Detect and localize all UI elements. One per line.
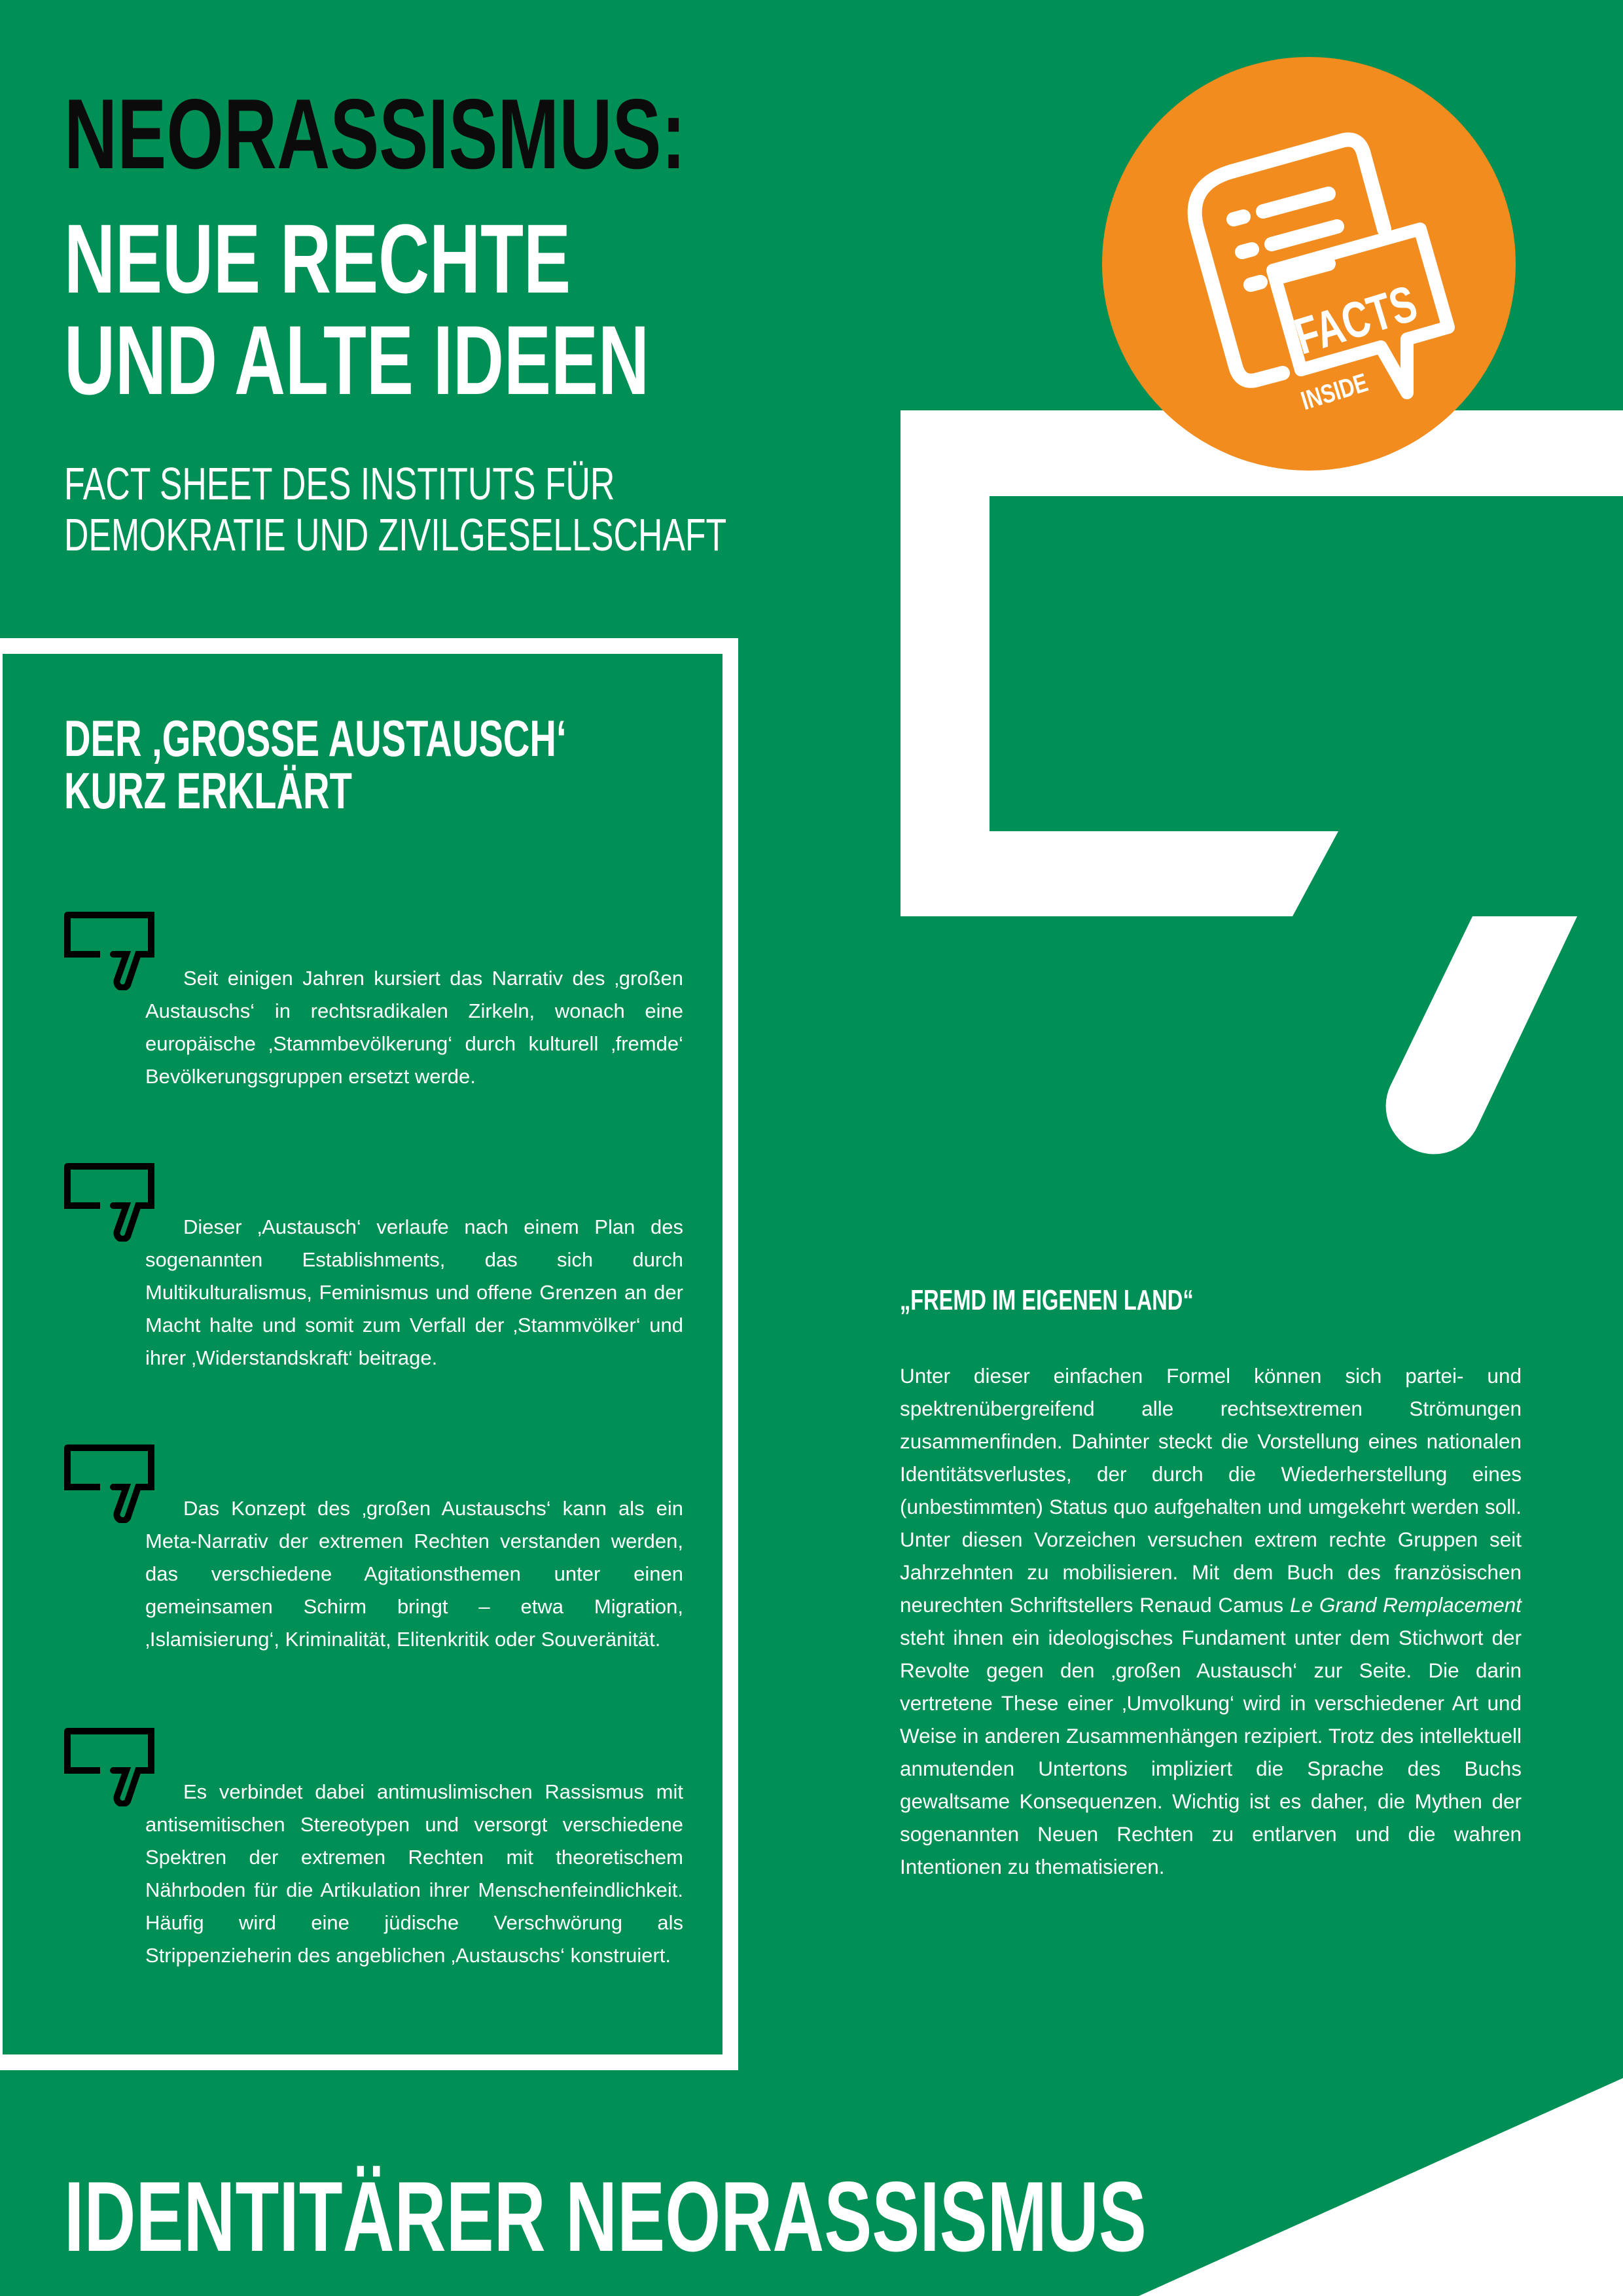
explainer-item-text: Seit einigen Jahren kursiert das Narrativ des ‚großen Austauschs‘ in rechtsradikalen Zirkeln, wonach eine europäische ‚Stammbevölkerung‘ durch kulturell ‚fremde‘ Bevölkerungsgruppen ersetzt werde. — [145, 967, 683, 1088]
footer-title: IDENTITÄRER NEORASSISMUS — [64, 2161, 1147, 2272]
speech-bubble-icon — [64, 1163, 156, 1242]
speech-bubble-icon — [64, 1728, 156, 1806]
speech-bubble-icon — [64, 912, 156, 990]
speech-bubble-outline-shape — [901, 410, 1623, 1154]
main-subtitle-title: NEUE RECHTE UND ALTE IDEEN — [64, 204, 650, 415]
explainer-heading: DER ‚GROSSE AUSTAUSCH‘ KURZ ERKLÄRT — [64, 709, 567, 819]
main-title: NEORASSISMUS: — [64, 79, 686, 190]
section-heading: „FREMD IM EIGENEN LAND“ — [900, 1284, 1194, 1316]
fact-sheet-subtitle: FACT SHEET DES INSTITUTS FÜR DEMOKRATIE UND ZIVILGESELLSCHAFT — [64, 458, 727, 560]
section-body-text: Unter dieser einfachen Formel können sich partei- und spektrenübergreifend alle rechtsextremen Strömungen zusammenfinden. Dahinter steckt die Vorstellung eines nationalen Identitätsverlustes, der durch die Wiederherstellung eines (unbestimmten) Status quo aufgehalten und umgekehrt werden soll. Unter diesen Vorzeichen versuchen extrem rechte Gruppen seit Jahrzehnten zu mobilisieren. Mit dem Buch des französischen neurechten Schriftstellers Renaud Camus Le Grand Remplacement steht ihnen ein ideologisches Fundament unter dem Stichwort der Revolte gegen den ‚großen Austausch‘ zur Seite. Die darin vertretene These einer ‚Umvolkung‘ wird in verschiedener Art und Weise in anderen Zusammenhängen rezipiert. Trotz des intellektuell anmutenden Untertons impliziert die Sprache des Buchs gewaltsame Konsequenzen. Wichtig ist es daher, die Mythen der sogenannten Neuen Rechten zu entlarven und die wahren Intentionen zu thematisieren. — [900, 1364, 1522, 1878]
facts-inside-badge — [1101, 113, 1515, 470]
explainer-item-text: Dieser ‚Austausch‘ verlaufe nach einem Plan des sogenannten Establishments, das sich durch Multikulturalismus, Feminismus und offene Grenzen an der Macht halte und somit zum Verfall der ‚Stammvölker‘ und ihrer ‚Widerstandskraft‘ beitrage. — [145, 1215, 683, 1369]
explainer-item-text: Es verbindet dabei antimuslimischen Rassismus mit antisemitischen Stereotypen und versorgt verschiedene Spektren der extremen Rechten mit theoretischem Nährboden für die Artikulation ihrer Menschenfeindlichkeit. Häufig wird eine jüdische Verschwörung als Strippenzieherin des angeblichen ‚Austauschs‘ konstruiert. — [145, 1780, 683, 1967]
book-title: Le Grand Remplacement — [1289, 1593, 1522, 1617]
speech-bubble-icon — [64, 1444, 156, 1523]
explainer-item-text: Das Konzept des ‚großen Austauschs‘ kann als ein Meta-Narrativ der extremen Rechten verstanden werden, das verschiedene Agitationsthemen unter einen gemeinsamen Schirm bringt – etwa Migration, ‚Islamisierung‘, Kriminalität, Elitenkritik oder Souveränität. — [145, 1497, 683, 1651]
badge-facts-label: FACTS — [1288, 274, 1423, 366]
badge-inside-label: INSIDE — [1298, 368, 1372, 416]
